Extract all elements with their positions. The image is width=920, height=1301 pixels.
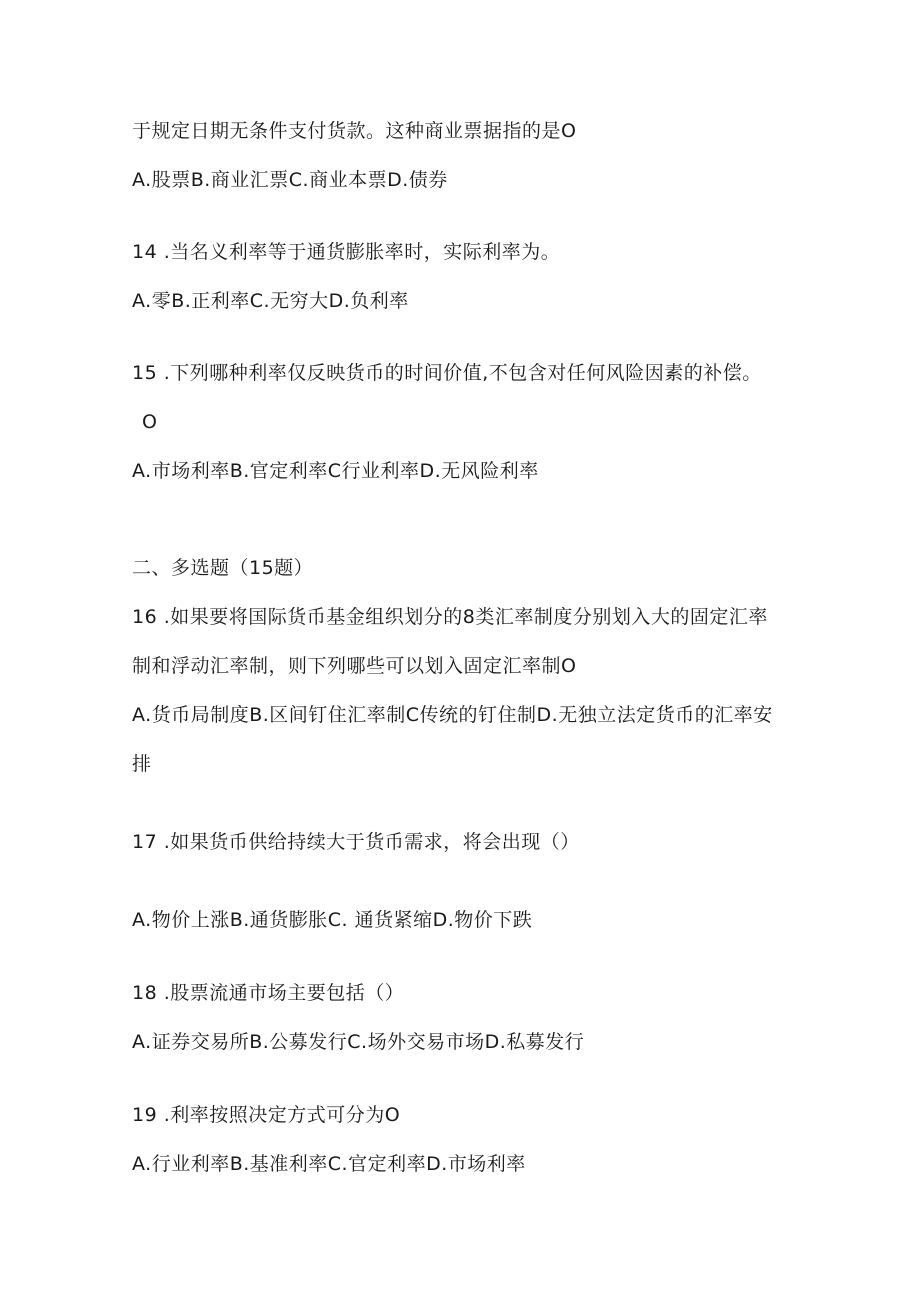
- question-14-text: 14 .当名义利率等于通货膨胀率时，实际利率为。: [132, 241, 561, 263]
- question-19-options: A.行业利率B.基准利率C.官定利率D.市场利率: [132, 1153, 526, 1175]
- question-16-options-line1: A.货币局制度B.区间钉住汇率制C传统的钉住制D.无独立法定货币的汇率安: [132, 704, 773, 726]
- question-16-text-line2: 制和浮动汇率制，则下列哪些可以划入固定汇率制O: [132, 655, 577, 677]
- question-16-text-line1: 16 .如果要将国际货币基金组织划分的8类汇率制度分别划入大的固定汇率: [132, 606, 768, 628]
- question-14-options: A.零B.正利率C.无穷大D.负利率: [132, 290, 409, 312]
- question-18-options: A.证券交易所B.公募发行C.场外交易市场D.私募发行: [132, 1031, 585, 1053]
- question-15-text: 15 .下列哪种利率仅反映货币的时间价值,不包含对任何风险因素的补偿。: [132, 362, 762, 384]
- question-16-options-line2: 排: [132, 753, 152, 775]
- question-13-continuation: 于规定日期无条件支付货款。这种商业票据指的是O: [132, 120, 577, 142]
- question-17-options: A.物价上涨B.通货膨胀C. 通货紧缩D.物价下跌: [132, 909, 533, 931]
- question-13-options: A.股票B.商业汇票C.商业本票D.债券: [132, 169, 448, 191]
- section-heading-multi-choice: 二、多选题（15题）: [132, 557, 314, 579]
- question-18-text: 18 .股票流通市场主要包括（）: [132, 982, 405, 1004]
- question-17-text: 17 .如果货币供给持续大于货币需求，将会出现（）: [132, 831, 580, 853]
- question-15-blank: O: [142, 411, 158, 433]
- question-19-text: 19 .利率按照决定方式可分为O: [132, 1104, 401, 1126]
- question-15-options: A.市场利率B.官定利率C行业利率D.无风险利率: [132, 460, 539, 482]
